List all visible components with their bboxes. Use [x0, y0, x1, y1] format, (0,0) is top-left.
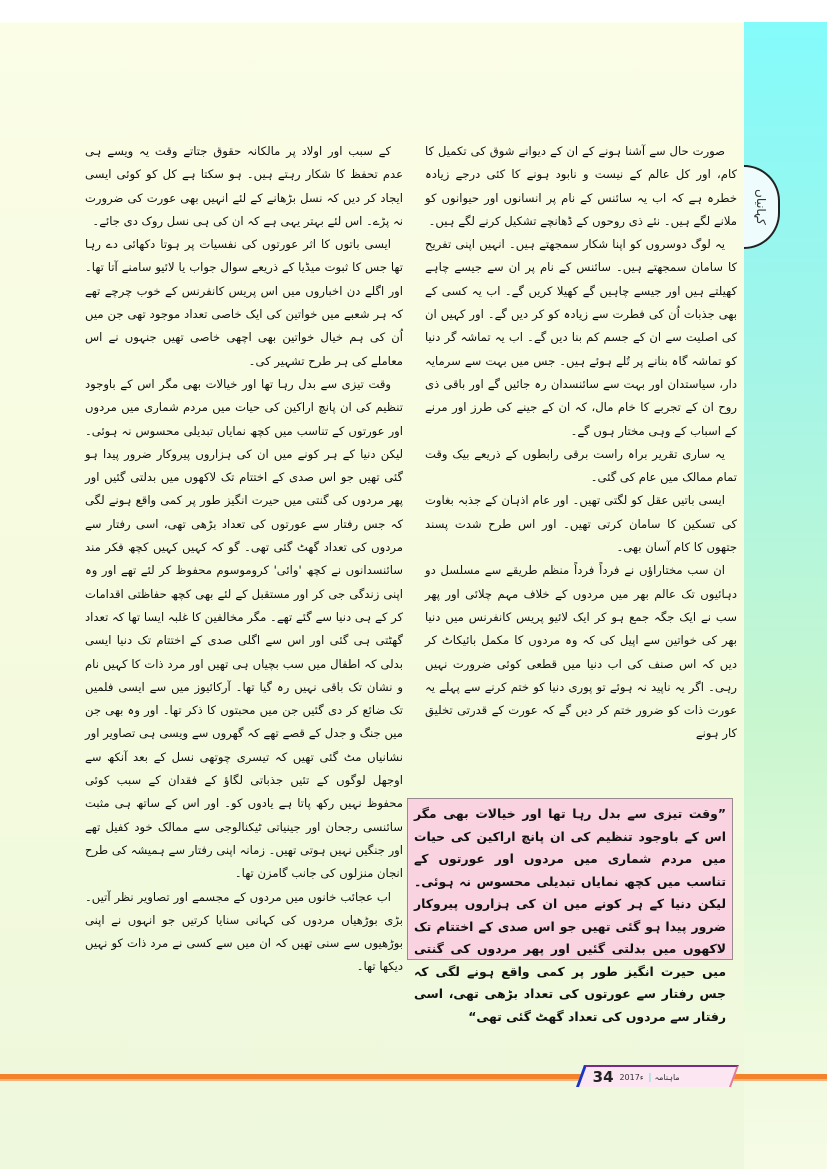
page-number: 34 — [592, 1068, 614, 1086]
issue-date: 2017ء — [620, 1073, 651, 1082]
section-tab-label: کہانیاں — [754, 189, 768, 225]
paragraph: ان سب مختاراؤں نے فرداً فرداً منظم طریقے سے مسلسل دو دہائیوں تک عالم بھر میں مردوں کے خلاف مہم چلائی اور پھر سب نے ایک جگہ جمع ہو کر ایک لائیو پریس کانفرنس میں دنیا بھر کی خواتین سے اپیل کی کہ وہ مردوں کا مکمل بائیکاٹ کر دیں کہ اس صنف کی اب دنیا میں قطعی کوئی ضرورت نہیں رہی۔ اگر یہ ناپید نہ ہوئے تو پوری دنیا کو ختم کرنے سے پہلے یہ عورت ذات کو ضرور ختم کر دیں گے کہ عورت کے قدرتی تخلیق کار ہونے — [425, 563, 737, 741]
footer-label — [576, 1065, 739, 1087]
paragraph: یہ ساری تقریر براہ راست برقی رابطوں کے ذریعے بیک وقت تمام ممالک میں عام کی گئی۔ — [425, 446, 737, 485]
paragraph: کے سبب اور اولاد پر مالکانہ حقوق جتاتے وقت یہ ویسے ہی عدم تحفظ کا شکار رہتے ہیں۔ ہو سکتا ہے کل کو کوئی ایسی ایجاد کر دیں کہ نسل بڑھانے کے لئے انہیں بھی عورت کی ضرورت نہ پڑے۔ اس لئے بہتر یہی ہے کہ ان کی ہی نسل روک دی جائے۔ — [85, 144, 403, 228]
magazine-name: ماہنامہ — [654, 1072, 680, 1082]
paragraph: اب عجائب خانوں میں مردوں کے مجسمے اور تصاویر نظر آتیں۔ بڑی بوڑھیاں مردوں کی کہانی سنایا کرتیں جو انہوں نے اپنی بوڑھیوں سے سنی تھیں کہ ان میں سے کسی نے مرد ذات کو نہیں دیکھا تھا۔ — [85, 889, 403, 974]
paragraph: ایسی باتوں کا اثر عورتوں کی نفسیات پر ہوتا دکھائی دے رہا تھا جس کا ثبوت میڈیا کے ذریعے سوال جواب یا لائیو سامنے آتا تھا۔ اور اگلے دن اخباروں میں اس پریس کانفرنس کے خوب چرچے تھے کہ ہر شعبے میں خواتین کی ایک خاصی تعداد موجود تھی جن میں اُن کی ہم خیال خواتین بھی اچھی خاصی تھیں جنہوں نے اس معاملے کی ہر طرح تشہیر کی۔ — [85, 237, 403, 368]
paragraph: وقت تیزی سے بدل رہا تھا اور خیالات بھی مگر اس کے باوجود تنظیم کی ان پانچ اراکین کی حیات میں مردم شماری میں مردوں اور عورتوں کے تناسب میں کچھ نمایاں تبدیلی محسوس نہ ہوئی۔ لیکن دنیا کے ہر کونے میں ان کی ہزاروں پیروکار ضرور پیدا ہو گئی تھیں جو اس صدی کے اختتام تک لاکھوں میں بدلتی گئیں اور پھر مردوں کی گنتی میں حیرت انگیز طور پر کمی واقع ہونے لگی کہ جس رفتار سے عورتوں کی تعداد بڑھی تھی، اسی رفتار سے مردوں کی تعداد گھٹ گئی تھی۔ گو کہ کہیں کہیں کچھ فکر مند سائنسدانوں نے کچھ 'وائی' کروموسوم محفوظ کر لئے تھے اور وہ اپنی زندگی جی کر اور مستقبل کے لئے بھی کچھ حفاظتی اقدامات کر کے ہی دنیا سے گئے تھے۔ مگر مخالفین کا غلبہ ایسا تھا کہ تعداد گھٹتی ہی گئی اور اس سے اگلی صدی کے اختتام تک دنیا ایسی بدلی کہ اطفال میں سب بچیاں ہی تھیں اور مرد ذات کا کہیں نام و نشان تک باقی نہیں رہ گیا تھا۔ آرکائیوز میں سے ایسی فلمیں تک ضائع کر دی گئیں جن میں محبتوں کا ذکر تھا۔ اور وہ بھی جن میں جنگ و جدل کے قصے تھے کہ گھروں سے ویسی ہی تصاویر اور نشانیاں مٹ گئی تھیں کہ تیسری چوتھی نسل کے بعد آنکھ سے اوجھل لوگوں کے تئیں جذباتی لگاؤ کے فقدان کے سبب کوئی محفوظ نہیں رکھ پاتا ہے یادوں کو۔ اور اس کے ساتھ ہی مثبت سائنسی رجحان اور جینیاتی ٹیکنالوجی سے ممالک خود کفیل تھے اور جنگیں نہیں ہوتی تھیں۔ زمانہ اپنی رفتار سے ہمیشہ کی طرح انجان منزلوں کی جانب گامزن تھا۔ — [85, 376, 403, 881]
pull-quote: ”وقت تیزی سے بدل رہا تھا اور خیالات بھی مگر اس کے باوجود تنظیم کی ان پانچ اراکین کی حیات میں مردم شماری میں مردوں اور عورتوں کے تناسب میں کچھ نمایاں تبدیلی محسوس نہ ہوئی۔ لیکن دنیا کے ہر کونے میں ان کی ہزاروں پیروکار ضرور پیدا ہو گئی تھیں جو اس صدی کے اختتام تک لاکھوں میں بدلتی گئیں اور پھر مردوں کی گنتی میں حیرت انگیز طور پر کمی واقع ہونے لگی کہ جس رفتار سے عورتوں کی تعداد بڑھی تھی، اسی رفتار سے مردوں کی تعداد گھٹ گئی تھی“ — [407, 798, 733, 960]
left-column — [85, 140, 403, 979]
right-column — [425, 140, 737, 746]
paragraph: ایسی باتیں عقل کو لگتی تھیں۔ اور عام اذہان کے جذبہ بغاوت کی تسکین کا سامان کرتی تھیں۔ اور اس طرح شدت پسند جتھوں کا کام آسان بھی۔ — [425, 493, 737, 555]
paragraph: یہ لوگ دوسروں کو اپنا شکار سمجھتے ہیں۔ انہیں اپنی تفریح کا سامان سمجھتے ہیں۔ سائنس کے نام پر ان سے جیسے چاہے کھیلتے ہیں اور جیسے چاہیں گے کھیلا کریں گے۔ اب یہ کسی کے بھی جذبات اُن کی فطرت سے زیادہ کو کر دیں گے۔ اور کہیں ان کی اصلیت سے ان کے جسم کم بنا دیں گے۔ اب یہ تماشہ گر دنیا کو تماشہ گاہ بنانے پر تُلے ہوئے ہیں۔ جس میں بہت سے سرمایہ دار، سیاستدان اور بہت سے سائنسدان رہ جائیں گے اور باقی ذی روح ان کے تجربے کا خام مال، کہ ان کے جینے کی طرز اور مرنے کے اسباب کے وہی مختار ہوں گے۔ — [425, 237, 737, 438]
paragraph: صورت حال سے آشنا ہونے کے ان کے دیوانے شوق کی تکمیل کا کام، اور کل عالم کے نیست و نابود ہونے کا کئی درجے زیادہ خطرہ ہے کہ اب یہ سائنس کے نام پر انسانوں اور حیوانوں کو ملانے لگے ہیں۔ نئے ذی روحوں کے ڈھانچے تشکیل کرنے لگے ہیں۔ — [425, 144, 737, 228]
